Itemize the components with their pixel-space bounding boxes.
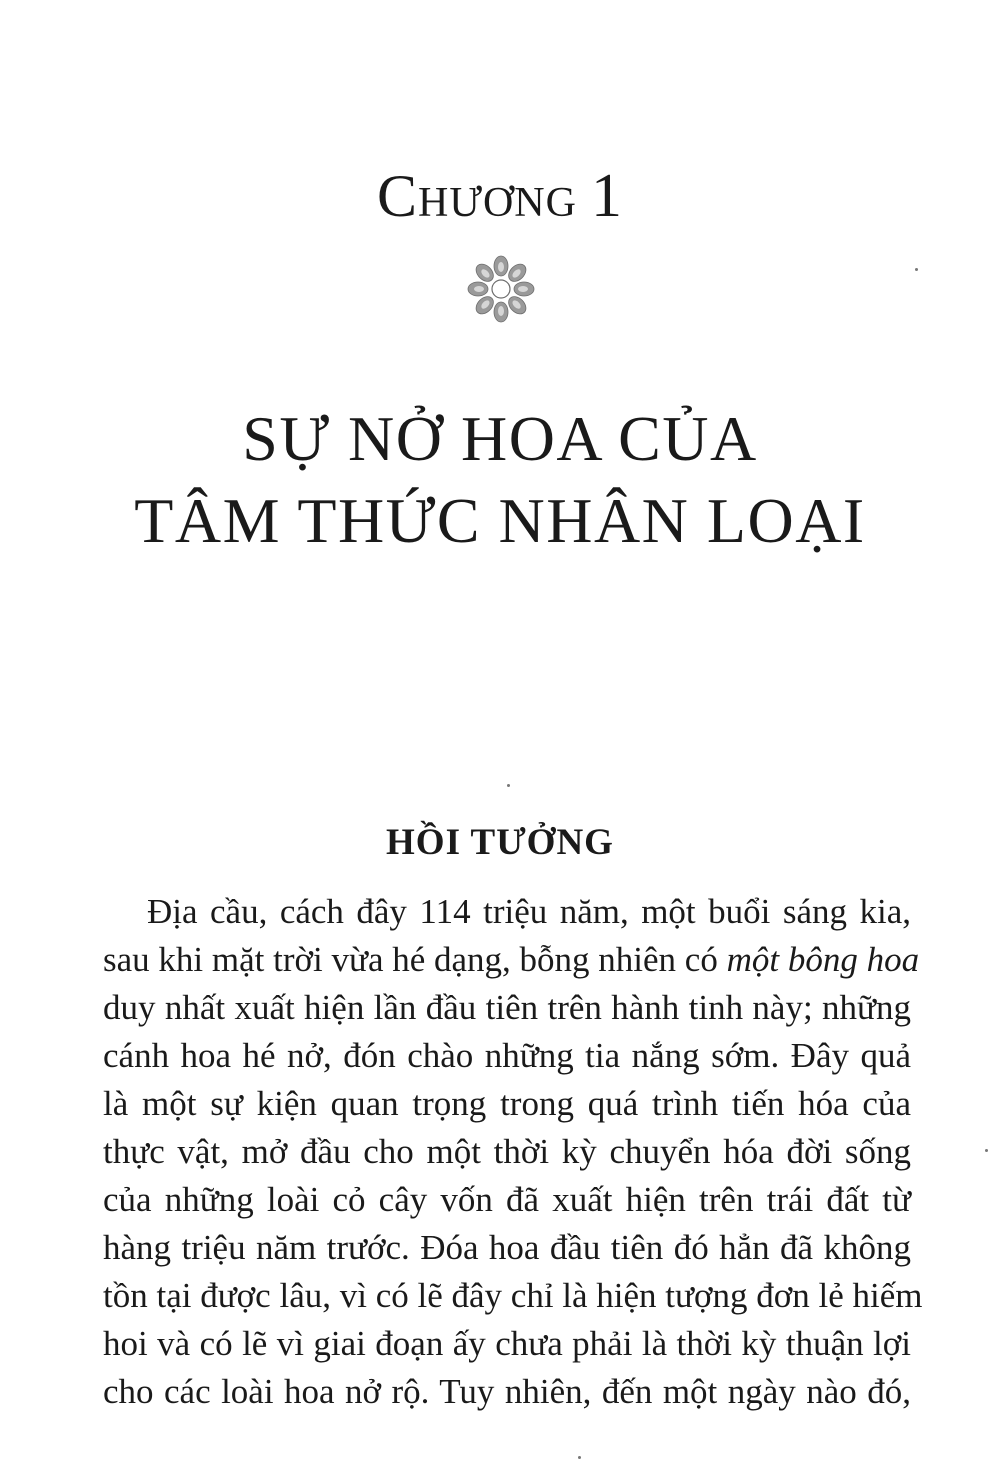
chapter-number: 1 — [590, 162, 623, 230]
scan-speck — [915, 268, 918, 271]
scan-speck — [507, 784, 510, 787]
paragraph-line: thực vật, mở đầu cho một thời kỳ chuyển hóa đời sống — [103, 1132, 911, 1171]
paragraph-line-text: sau khi mặt trời vừa hé dạng, bỗng nhiên có — [103, 940, 727, 979]
paragraph-line: cho các loài hoa nở rộ. Tuy nhiên, đến một ngày nào đó, — [103, 1372, 911, 1411]
paragraph-line: hoi và có lẽ vì giai đoạn ấy chưa phải là thời kỳ thuận lợi — [103, 1324, 911, 1363]
paragraph-line: duy nhất xuất hiện lần đầu tiên trên hành tinh này; những — [103, 988, 911, 1027]
chapter-title-line-2: TÂM THỨC NHÂN LOẠI — [134, 485, 866, 556]
chapter-label — [0, 158, 1000, 234]
chapter-title-line-1: SỰ NỞ HOA CỦA — [242, 403, 758, 474]
chapter-title — [0, 398, 1000, 562]
paragraph-line — [103, 936, 920, 984]
section-heading: HỒI TƯỞNG — [386, 822, 614, 863]
paragraph-line: cánh hoa hé nở, đón chào những tia nắng sớm. Đây quả — [103, 1036, 911, 1075]
paragraph-line: của những loài cỏ cây vốn đã xuất hiện trên trái đất từ — [103, 1180, 911, 1219]
chapter-label-word: Chương — [377, 163, 577, 229]
paragraph-line: hàng triệu năm trước. Đóa hoa đầu tiên đó hẳn đã không — [103, 1228, 911, 1267]
paragraph-line: là một sự kiện quan trọng trong quá trình tiến hóa của — [103, 1084, 911, 1123]
body-paragraph — [103, 888, 923, 1416]
scan-speck — [985, 1149, 988, 1152]
paragraph-line: tồn tại được lâu, vì có lẽ đây chỉ là hiện tượng đơn lẻ hiếm — [103, 1276, 923, 1315]
scan-speck — [578, 1456, 581, 1459]
paragraph-line: Địa cầu, cách đây 114 triệu năm, một buổi sáng kia, — [147, 892, 911, 931]
italic-phrase: một bông hoa — [726, 940, 920, 979]
flower-ornament-icon — [464, 252, 538, 326]
